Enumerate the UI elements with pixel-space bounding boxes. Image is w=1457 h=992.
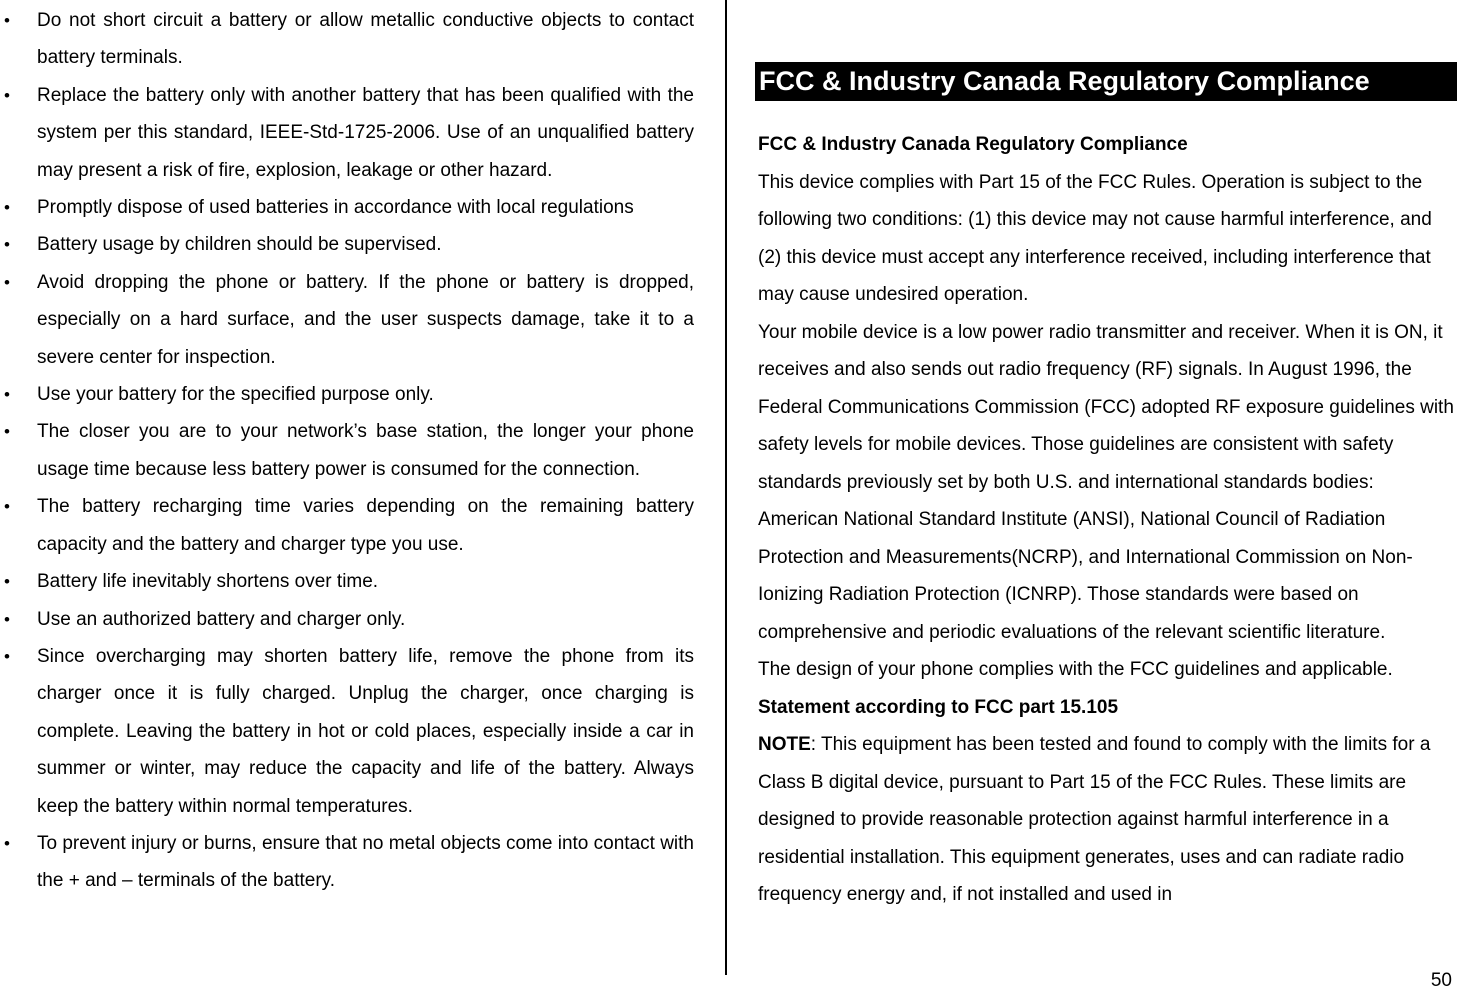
page-number: 50 <box>1430 970 1452 991</box>
paragraph-conditions: This device complies with Part 15 of the FCC Rules. Operation is subject to the following two conditions: (1) this device may not cause harmful interference, and (2) this device must accept any interference received, including interference that may cause undesired operation. <box>758 171 1432 305</box>
list-item <box>0 264 694 376</box>
bullet-icon: • <box>4 646 10 666</box>
bullet-icon: • <box>4 235 10 255</box>
bullet-icon: • <box>4 422 10 442</box>
list-item-text: Replace the battery only with another battery that has been qualified with the system per this standard, IEEE-Std-1725-2006. Use of an unqualified battery may present a risk of fire, explosion, leakage or other hazard. <box>37 84 694 181</box>
list-item <box>0 2 694 77</box>
bullet-icon: • <box>4 272 10 292</box>
list-item-text: Battery usage by children should be supervised. <box>37 234 442 256</box>
paragraph-design: The design of your phone complies with the FCC guidelines and applicable. <box>758 659 1393 680</box>
bullet-icon: • <box>4 572 10 592</box>
list-item-text: The battery recharging time varies depending on the remaining battery capacity and the battery and charger type you use. <box>37 496 694 555</box>
fcc-compliance-body <box>758 126 1457 914</box>
statement-heading: Statement according to FCC part 15.105 <box>758 696 1119 718</box>
list-item <box>0 488 694 563</box>
list-item <box>0 376 694 413</box>
bullet-icon: • <box>4 385 10 405</box>
section-header: FCC & Industry Canada Regulatory Compliance <box>755 62 1457 101</box>
bullet-icon: • <box>4 833 10 853</box>
bullet-icon: • <box>4 609 10 629</box>
bullet-icon: • <box>4 11 10 30</box>
list-item-text: Avoid dropping the phone or battery. If the phone or battery is dropped, especially on a hard surface, and the user suspects damage, take it to a severe center for inspection. <box>37 271 694 368</box>
list-item-text: Promptly dispose of used batteries in accordance with local regulations <box>37 197 634 219</box>
bullet-icon: • <box>4 198 10 218</box>
list-item <box>0 189 694 226</box>
list-item-text: Use an authorized battery and charger only. <box>37 608 406 630</box>
paragraph-rf-exposure: Your mobile device is a low power radio transmitter and receiver. When it is ON, it receives and also sends out radio frequency (RF) signals. In August 1996, the Federal Communications Commission (FCC) adopted RF exposure guidelines with safety levels for mobile devices. Those guidelines are consistent with safety standards previously set by both U.S. and international standards bodies: American National Standard Institute (ANSI), National Council of Radiation Protection and Measurements(NCRP), and International Commission on Non-Ionizing Radiation Protection (ICNRP). Those standards were based on comprehensive and periodic evaluations of the relevant scientific literature. <box>758 321 1454 643</box>
list-item <box>0 638 694 825</box>
list-item-text: Since overcharging may shorten battery life, remove the phone from its charger once it is fully charged. Unplug the charger, once charging is complete. Leaving the battery in hot or cold places, especially inside a car in summer or winter, may reduce the capacity and life of the battery. Always keep the battery within normal temperatures. <box>37 645 694 817</box>
battery-safety-list <box>0 2 700 900</box>
list-item-text: The closer you are to your network’s base station, the longer your phone usage time because less battery power is consumed for the connection. <box>37 421 694 480</box>
left-column <box>0 0 700 900</box>
note-label: NOTE <box>758 734 811 755</box>
list-item <box>0 601 694 638</box>
column-divider <box>725 0 727 975</box>
list-item <box>0 563 694 600</box>
note-text: : This equipment has been tested and found to comply with the limits for a Class B digital device, pursuant to Part 15 of the FCC Rules. These limits are designed to provide reasonable protection against harmful interference in a residential installation. This equipment generates, uses and can radiate radio frequency energy and, if not installed and used in <box>758 734 1431 905</box>
list-item <box>0 413 694 488</box>
list-item-text: Battery life inevitably shortens over time. <box>37 571 379 593</box>
note-paragraph <box>758 726 1457 914</box>
list-item <box>0 226 694 263</box>
list-item-text: Use your battery for the specified purpose only. <box>37 384 434 406</box>
bullet-icon: • <box>4 85 10 105</box>
section-subheading: FCC & Industry Canada Regulatory Compliance <box>758 134 1188 155</box>
list-item <box>0 825 694 900</box>
list-item-text: To prevent injury or burns, ensure that no metal objects come into contact with the + and – terminals of the battery. <box>37 832 694 892</box>
list-item-text: Do not short circuit a battery or allow metallic conductive objects to contact battery terminals. <box>37 10 694 69</box>
bullet-icon: • <box>4 497 10 517</box>
list-item <box>0 77 694 189</box>
